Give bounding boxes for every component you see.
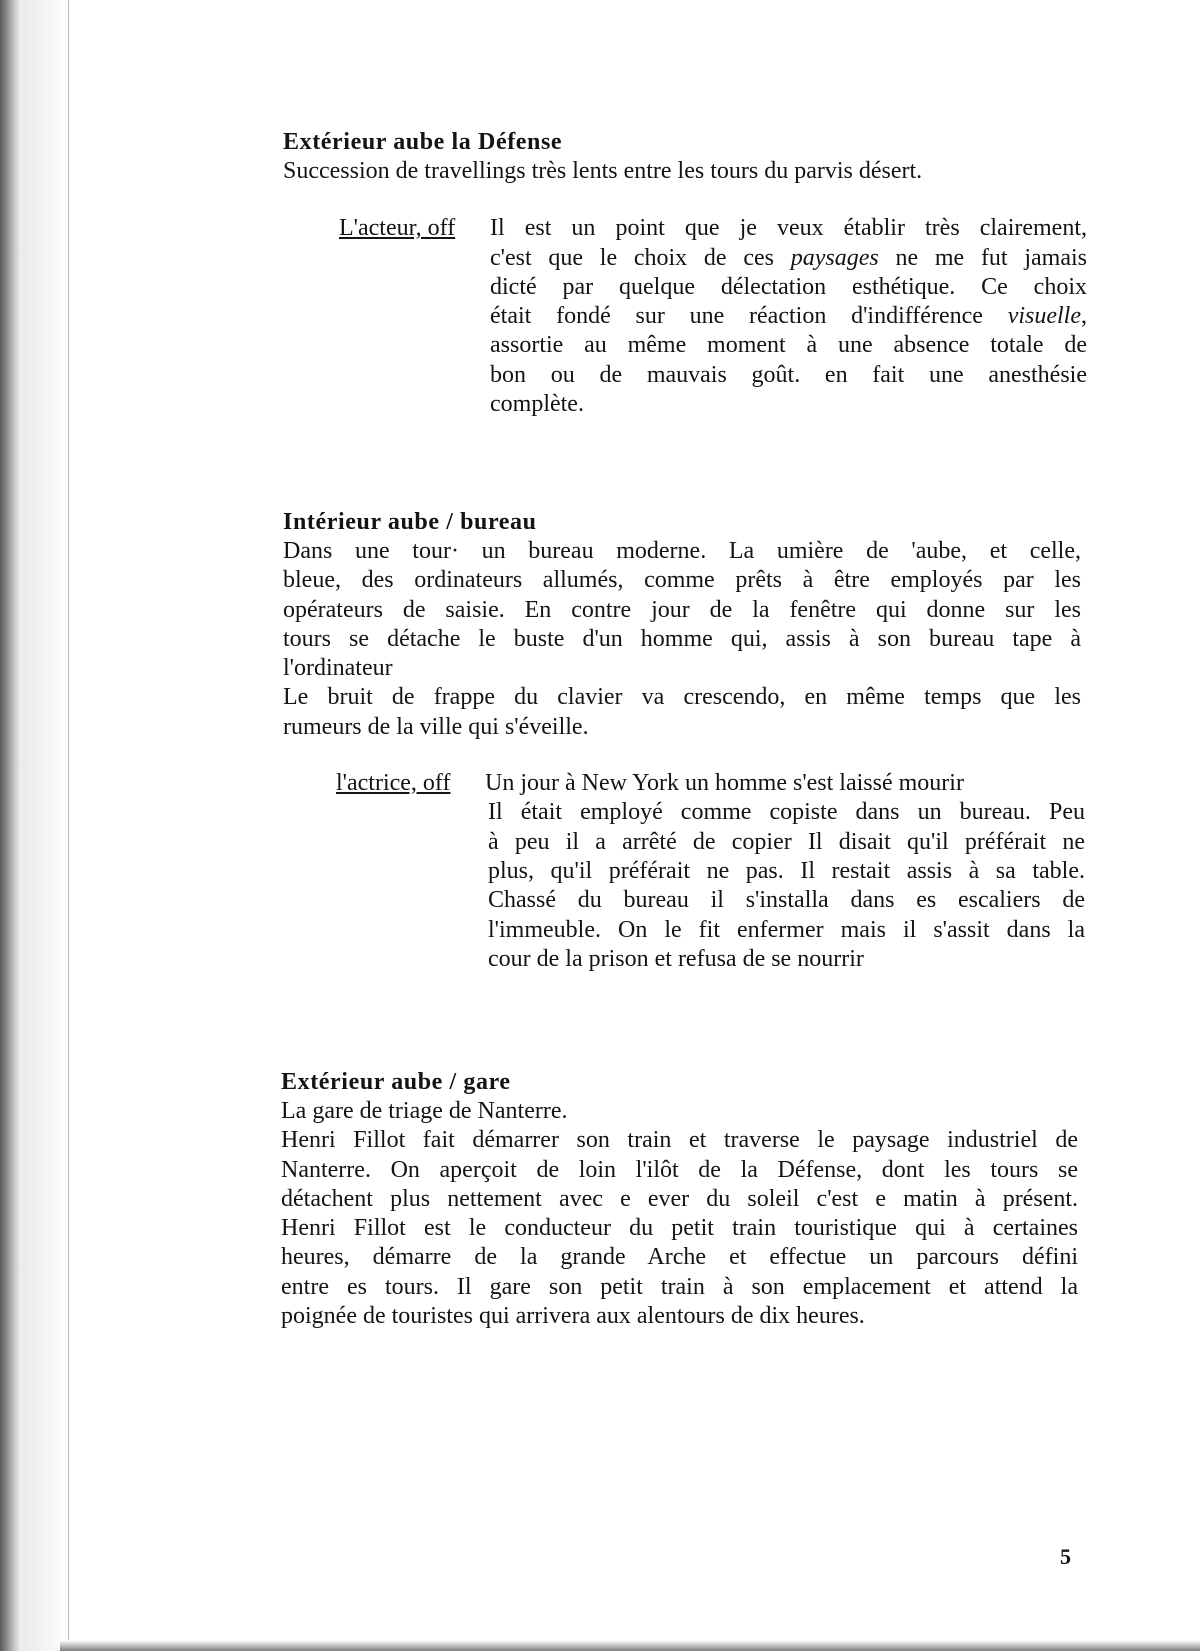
description-line: bleue, des ordinateurs allumés, comme prêts à être employés par les [283,567,1081,594]
dialogue-line: cour de la prison et refusa de se nourrir [488,945,864,972]
scene-description [283,157,1083,186]
description-line: Le bruit de frappe du clavier va crescendo, en même temps que les [283,684,1081,711]
scene-description [283,537,1081,742]
dialogue-line: était fondé sur une réaction d'indifférence visuelle, [490,303,1087,330]
dialogue-line: à peu il a arrêté de copier Il disait qu'il préférait ne [488,828,1085,855]
dialogue-text [485,769,1085,974]
description-line: l'ordinateur [283,655,393,682]
description-line: poignée de touristes qui arrivera aux alentours de dix heures. [281,1303,865,1330]
dialogue-line: l'immeuble. On le fit enfermer mais il s'assit dans la [488,916,1085,943]
dialogue-line: Un jour à New York un homme s'est laissé mourir [485,770,964,797]
dialogue-line: Il était employé comme copiste dans un bureau. Peu [488,799,1085,826]
description-line: Succession de travellings très lents entre les tours du parvis désert. [283,158,923,184]
description-line: rumeurs de la ville qui s'éveille. [283,713,589,740]
dialogue-block [283,214,1087,419]
dialogue-line: bon ou de mauvais goût. en fait une anesthésie [490,361,1087,388]
scene-heading: Intérieur aube / bureau [283,509,537,535]
description-line: Nanterre. On aperçoit de loin l'ilôt de la Défense, dont les tours se [281,1156,1078,1183]
dialogue-line: c'est que le choix de ces paysages ne me fut jamais [490,244,1087,271]
dialogue-line: assortie au même moment à une absence totale de [490,332,1087,359]
scene-heading: Extérieur aube la Défense [283,129,563,155]
description-line: opérateurs de saisie. En contre jour de la fenêtre qui donne sur les [283,596,1081,623]
dialogue-line: Il est un point que je veux établir très clairement, [490,215,1087,242]
scene-description [281,1097,1078,1331]
scene-section-2 [283,508,1083,974]
description-line: Dans une tour· un bureau moderne. La umière de 'aube, et celle, [283,538,1081,564]
scene-section-3 [281,1068,1081,1331]
dialogue-line: plus, qu'il préférait ne pas. Il restait assis à sa table. [488,857,1085,884]
dialogue-block [283,769,1083,974]
dialogue-line: Chassé du bureau il s'installa dans es escaliers de [488,887,1085,914]
speaker-label: L'acteur, off [339,215,456,242]
description-line: La gare de triage de Nanterre. [281,1098,568,1124]
description-line: détachent plus nettement avec e ever du soleil c'est e matin à présent. [281,1185,1078,1212]
scene-heading: Extérieur aube / gare [281,1069,511,1095]
description-line: Henri Fillot fait démarrer son train et traverse le paysage industriel de [281,1127,1078,1154]
dialogue-text [490,214,1087,419]
description-line: Henri Fillot est le conducteur du petit train touristique qui à certaines [281,1215,1078,1242]
speaker-label: l'actrice, off [336,770,451,797]
dialogue-line: complète. [490,391,584,418]
dialogue-line: dicté par quelque délectation esthétique. Ce choix [490,273,1087,300]
scene-section-1 [283,128,1087,419]
page-number: 5 [1060,1544,1071,1569]
description-line: heures, démarre de la grande Arche et effectue un parcours défini [281,1244,1078,1271]
description-line: entre es tours. Il gare son petit train à son emplacement et attend la [281,1273,1078,1300]
description-line: tours se détache le buste d'un homme qui, assis à son bureau tape à [283,625,1081,652]
